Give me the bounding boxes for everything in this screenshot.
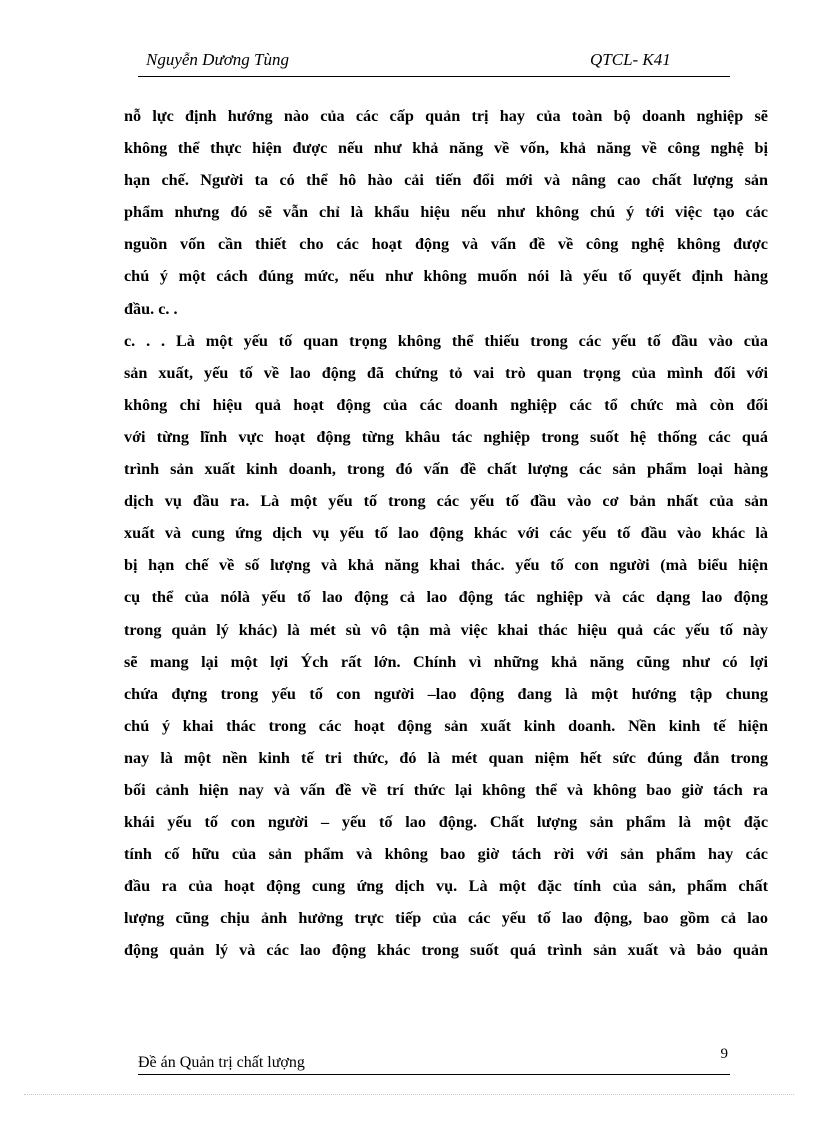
header-author: Nguyễn Dương Tùng — [146, 50, 290, 69]
text-line: dịch vụ đầu ra. Là một yếu tố trong các yếu tố đầu vào cơ bản nhất của sản — [124, 492, 768, 511]
text-line: bối cảnh hiện nay và vấn đề về trí thức lại không thể và không bao giờ tách ra — [124, 780, 768, 799]
text-line: c. . . Là một yếu tố quan trọng không thể thiếu trong các yếu tố đầu vào của — [124, 331, 768, 350]
text-line: với từng lĩnh vực hoạt động từng khâu tác nghiệp trong suốt hệ thống các quá — [124, 427, 768, 446]
text-line: phẩm nhưng đó sẽ vẫn chỉ là khẩu hiệu nếu như không chú ý tới việc tạo các — [124, 203, 768, 222]
page-number: 9 — [720, 1046, 728, 1062]
text-line: đầu. c. . — [124, 299, 178, 318]
text-line: trong quản lý khác) là mét sù vô tận mà việc khai thác hiệu quả các yếu tố này — [124, 620, 768, 639]
text-line: khái yếu tố con người – yếu tố lao động. Chất lượng sản phẩm là một đặc — [124, 813, 768, 832]
page-header — [138, 48, 730, 77]
text-line: sản xuất, yếu tố về lao động đã chứng tỏ vai trò quan trọng của mình đối với — [124, 363, 768, 382]
text-line: nay là một nền kinh tế tri thức, đó là mét quan niệm hết sức đúng đắn trong — [124, 748, 768, 767]
text-line: chú ý khai thác trong các hoạt động sản xuất kinh doanh. Nền kinh tế hiện — [124, 716, 768, 735]
body-text — [124, 100, 768, 967]
text-line: không thể thực hiện được nếu như khả năng về vốn, khả năng về công nghệ bị — [124, 139, 768, 158]
text-line: chú ý một cách đúng mức, nếu như không muốn nói là yếu tố quyết định hàng — [124, 267, 768, 286]
text-line: hạn chế. Người ta có thể hô hào cải tiến đổi mới và nâng cao chất lượng sản — [124, 171, 768, 190]
text-line: không chỉ hiệu quả hoạt động của các doanh nghiệp các tổ chức mà còn đối — [124, 395, 768, 414]
text-line: trình sản xuất kinh doanh, trong đó vấn đề chất lượng các sản phẩm loại hàng — [124, 460, 768, 479]
text-line: nỗ lực định hướng nào của các cấp quản trị hay của toàn bộ doanh nghiệp sẽ — [124, 107, 768, 125]
text-line: cụ thể của nólà yếu tố lao động cả lao động tác nghiệp và các dạng lao động — [124, 588, 768, 607]
text-line: tính cố hữu của sản phẩm và không bao giờ tách rời với sản phẩm hay các — [124, 845, 768, 864]
text-line: bị hạn chế về số lượng và khả năng khai thác. yếu tố con người (mà biểu hiện — [124, 556, 768, 575]
page-footer — [138, 1046, 730, 1075]
header-course: QTCL- K41 — [590, 50, 671, 69]
text-line: xuất và cung ứng dịch vụ yếu tố lao động khác với các yếu tố đầu vào khác là — [124, 524, 768, 543]
text-line: lượng cũng chịu ảnh hưởng trực tiếp của các yếu tố lao động, bao gồm cả lao — [124, 909, 768, 928]
text-line: nguồn vốn cần thiết cho các hoạt động và vấn đề về công nghệ không được — [124, 235, 768, 254]
text-line: sẽ mang lại một lợi Ých rất lớn. Chính vì những khả năng cũng như có lợi — [124, 652, 768, 671]
text-line: đầu ra của hoạt động cung ứng dịch vụ. Là một đặc tính của sản, phẩm chất — [124, 877, 768, 896]
text-line: chứa đựng trong yếu tố con người –lao động đang là một hướng tập chung — [124, 684, 768, 703]
text-line: động quản lý và các lao động khác trong suốt quá trình sản xuất và bảo quản — [124, 941, 768, 960]
footer-doc-title: Đề án Quản trị chất lượng — [138, 1054, 305, 1071]
page-bottom-divider — [24, 1094, 794, 1095]
